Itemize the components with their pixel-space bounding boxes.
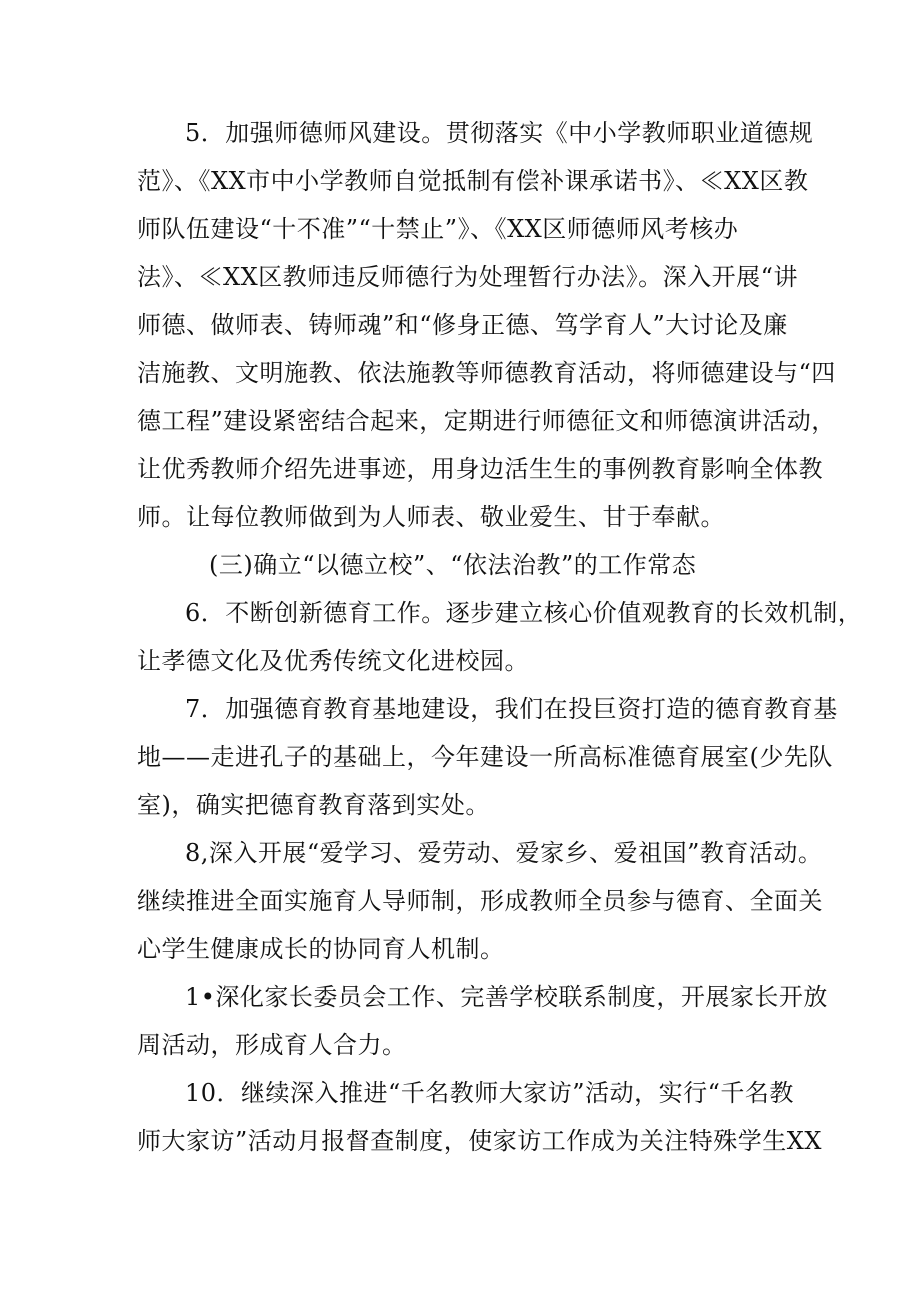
text-line: 德工程”建设紧密结合起来，定期进行师德征文和师德演讲活动，: [137, 407, 836, 435]
section-heading: (三)确立“以德立校”、“依法治教”的工作常态: [209, 551, 697, 579]
text-line: 师。让每位教师做到为人师表、敬业爱生、甘于奉献。: [137, 503, 725, 531]
text-line: 5．加强师德师风建设。贯彻落实《中小学教师职业道德规: [185, 119, 814, 147]
text-line: 洁施教、文明施教、依法施教等师德教育活动，将师德建设与“四: [137, 359, 836, 387]
text-line: 周活动，形成育人合力。: [137, 1031, 407, 1059]
text-line: 让孝德文化及优秀传统文化进校园。: [137, 647, 529, 675]
text-line: 范》、《XX市中小学教师自觉抵制有偿补课承诺书》、≪XX区教: [137, 167, 809, 195]
text-line: 心学生健康成长的协同育人机制。: [137, 935, 505, 963]
text-line: 师大家访”活动月报督查制度，使家访工作成为关注特殊学生XX: [137, 1127, 822, 1155]
text-line: 师队伍建设“十不准”“十禁止”》、《XX区师德师风考核办: [137, 215, 739, 243]
text-line: 1•深化家长委员会工作、完善学校联系制度，开展家长开放: [185, 983, 828, 1011]
text-line: 7．加强德育教育基地建设，我们在投巨资打造的德育教育基: [185, 695, 838, 723]
text-line: 10．继续深入推进“千名教师大家访”活动，实行“千名教: [185, 1079, 794, 1107]
text-line: 继续推进全面实施育人导师制，形成教师全员参与德育、全面关: [137, 887, 823, 915]
text-line: 地——走进孔子的基础上，今年建设一所高标准德育展室(少先队: [137, 743, 833, 771]
text-line: 室)，确实把德育教育落到实处。: [137, 791, 490, 819]
text-line: 师德、做师表、铸师魂”和“修身正德、笃学育人”大讨论及廉: [137, 311, 788, 339]
text-line: 8,深入开展“爱学习、爱劳动、爱家乡、爱祖国”教育活动。: [185, 839, 823, 867]
text-line: 6．不断创新德育工作。逐步建立核心价值观教育的长效机制，: [185, 599, 863, 627]
text-line: 让优秀教师介绍先进事迹，用身边活生生的事例教育影响全体教: [137, 455, 823, 483]
text-line: 法》、≪XX区教师违反师德行为处理暂行办法》。深入开展“讲: [137, 263, 798, 291]
